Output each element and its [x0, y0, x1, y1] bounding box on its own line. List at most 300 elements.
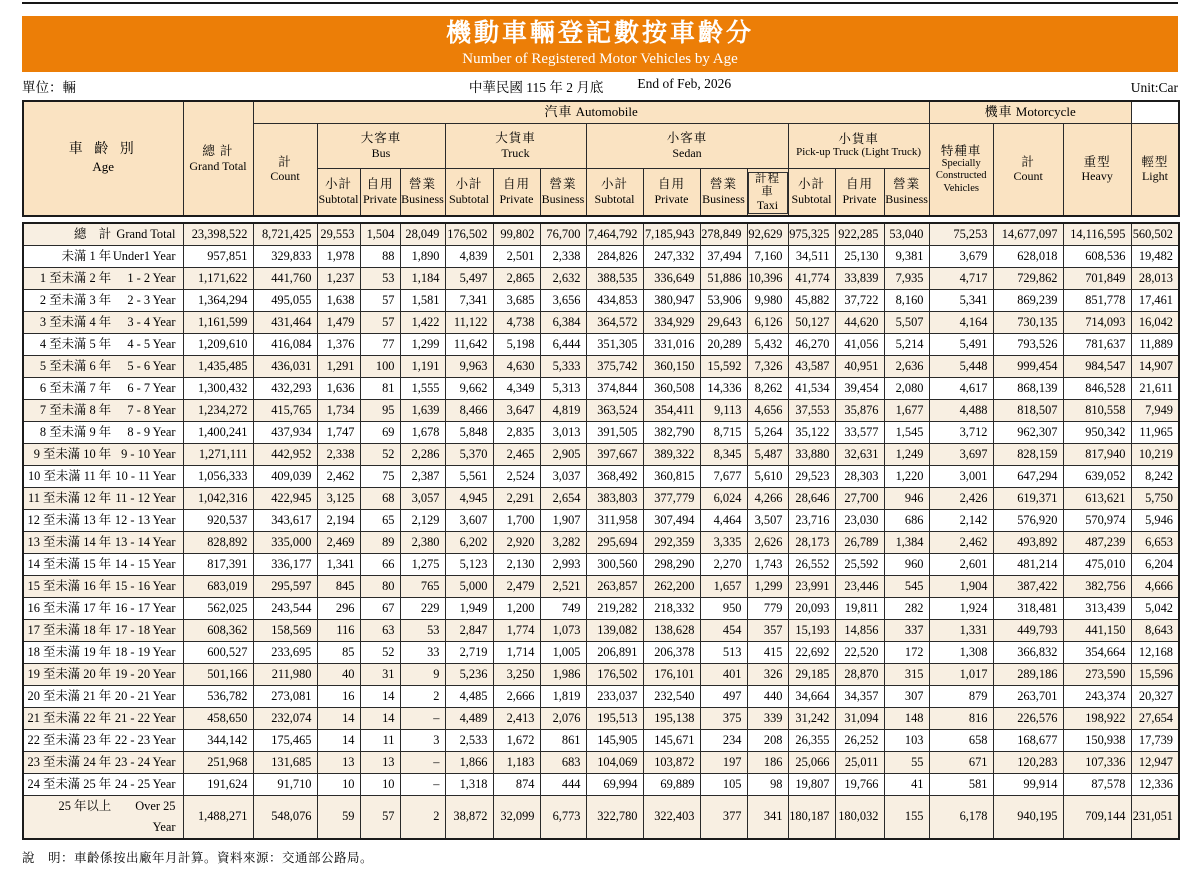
cell-value: 35,122	[788, 421, 835, 443]
row-label	[23, 773, 183, 795]
cell-value: 1,299	[747, 575, 788, 597]
cell-value: 3,712	[929, 421, 993, 443]
cell-value: 25,592	[835, 553, 884, 575]
cell-value: 326	[747, 663, 788, 685]
cell-value: 434,853	[586, 289, 643, 311]
cell-value: 1,376	[317, 333, 360, 355]
cell-value: 46,270	[788, 333, 835, 355]
cell-value: 176,101	[643, 663, 700, 685]
cell-value: 1,171,622	[183, 267, 253, 289]
cell-value: 1,249	[884, 443, 929, 465]
cell-value: 4,464	[700, 509, 747, 531]
cell-value: 66	[360, 553, 400, 575]
cell-value: 231,051	[1131, 795, 1179, 839]
row-label	[23, 531, 183, 553]
cell-value: 14	[360, 707, 400, 729]
cell-value: 7,185,943	[643, 223, 700, 246]
cell-value: 360,508	[643, 377, 700, 399]
cell-value: 1,422	[400, 311, 445, 333]
cell-value: 219,282	[586, 597, 643, 619]
cell-value: 975,325	[788, 223, 835, 246]
cell-value: 441,760	[253, 267, 317, 289]
cell-value: 5,487	[747, 443, 788, 465]
cell-value: 273,081	[253, 685, 317, 707]
cell-value: –	[400, 707, 445, 729]
row-label	[23, 751, 183, 773]
cell-value: 12,947	[1131, 751, 1179, 773]
row-label	[23, 795, 183, 839]
col-header-bus-private: 自用 Private	[360, 168, 400, 216]
cell-value: 441,150	[1063, 619, 1131, 641]
cell-value: 27,654	[1131, 707, 1179, 729]
cell-value: 41	[884, 773, 929, 795]
cell-value: 608,362	[183, 619, 253, 641]
cell-value: 1,209,610	[183, 333, 253, 355]
cell-value: 6,178	[929, 795, 993, 839]
cell-value: 2,387	[400, 465, 445, 487]
cell-value: 560,502	[1131, 223, 1179, 246]
cell-value: 99,914	[993, 773, 1063, 795]
cell-value: 389,322	[643, 443, 700, 465]
cell-value: 5,750	[1131, 487, 1179, 509]
cell-value: 34,664	[788, 685, 835, 707]
cell-value: 1,866	[445, 751, 493, 773]
cell-value: 377,779	[643, 487, 700, 509]
cell-value: 5,042	[1131, 597, 1179, 619]
row-label-zh: 總 計	[74, 226, 112, 241]
cell-value: 391,505	[586, 421, 643, 443]
cell-value: 1,400,241	[183, 421, 253, 443]
col-header-age: 車 齡 別 Age	[23, 101, 183, 216]
cell-value: 40,951	[835, 355, 884, 377]
cell-value: 28,173	[788, 531, 835, 553]
cell-value: 818,507	[993, 399, 1063, 421]
cell-value: 67	[360, 597, 400, 619]
cell-value: 501,166	[183, 663, 253, 685]
cell-value: 88	[360, 245, 400, 267]
cell-value: 816	[929, 707, 993, 729]
table-row	[23, 773, 1179, 795]
cell-value: 2,719	[445, 641, 493, 663]
cell-value: 3,507	[747, 509, 788, 531]
cell-value: 493,892	[993, 531, 1063, 553]
cell-value: 28,303	[835, 465, 884, 487]
cell-value: 576,920	[993, 509, 1063, 531]
cell-value: 793,526	[993, 333, 1063, 355]
cell-value: 5,198	[493, 333, 540, 355]
cell-value: 2,524	[493, 465, 540, 487]
cell-value: 2,479	[493, 575, 540, 597]
cell-value: 234	[700, 729, 747, 751]
cell-value: 5,236	[445, 663, 493, 685]
cell-value: 364,572	[586, 311, 643, 333]
col-header-sedan-business: 營業 Business	[700, 168, 747, 216]
cell-value: 377	[700, 795, 747, 839]
cell-value: 449,793	[993, 619, 1063, 641]
cell-value: 247,332	[643, 245, 700, 267]
row-label	[23, 333, 183, 355]
row-label	[23, 597, 183, 619]
cell-value: 2,462	[929, 531, 993, 553]
row-label	[23, 311, 183, 333]
group-header-automobile: 汽車 Automobile	[253, 101, 929, 123]
table-row	[23, 597, 1179, 619]
cell-value: 1,747	[317, 421, 360, 443]
cell-value: 100	[360, 355, 400, 377]
cell-value: 6,024	[700, 487, 747, 509]
top-rule	[22, 2, 1178, 4]
cell-value: 729,862	[993, 267, 1063, 289]
cell-value: 41,056	[835, 333, 884, 355]
cell-value: 5,497	[445, 267, 493, 289]
cell-value: 709,144	[1063, 795, 1131, 839]
cell-value: 11,642	[445, 333, 493, 355]
cell-value: 104,069	[586, 751, 643, 773]
group-header-motorcycle: 機車 Motorcycle	[929, 101, 1131, 123]
cell-value: 3	[400, 729, 445, 751]
title-banner	[22, 16, 1178, 72]
cell-value: 14,856	[835, 619, 884, 641]
cell-value: 5,946	[1131, 509, 1179, 531]
row-label-en: 21 - 22 Year	[114, 710, 176, 725]
cell-value: 920,537	[183, 509, 253, 531]
cell-value: 206,378	[643, 641, 700, 663]
cell-value: 33	[400, 641, 445, 663]
cell-value: 232,540	[643, 685, 700, 707]
col-header-pickup-subtotal: 小計 Subtotal	[788, 168, 835, 216]
row-label-en: 11 - 12 Year	[115, 490, 176, 505]
cell-value: 233,695	[253, 641, 317, 663]
cell-value: 5,848	[445, 421, 493, 443]
cell-value: 2,426	[929, 487, 993, 509]
cell-value: 5,264	[747, 421, 788, 443]
cell-value: 1,555	[400, 377, 445, 399]
cell-value: 6,653	[1131, 531, 1179, 553]
row-label	[23, 399, 183, 421]
cell-value: 1,581	[400, 289, 445, 311]
cell-value: 1,949	[445, 597, 493, 619]
cell-value: 874	[493, 773, 540, 795]
cell-value: 34,357	[835, 685, 884, 707]
cell-value: 658	[929, 729, 993, 751]
cell-value: 19,482	[1131, 245, 1179, 267]
cell-value: 4,164	[929, 311, 993, 333]
table-row	[23, 311, 1179, 333]
cell-value: 344,142	[183, 729, 253, 751]
cell-value: 20,327	[1131, 685, 1179, 707]
cell-value: 19,807	[788, 773, 835, 795]
cell-value: 683,019	[183, 575, 253, 597]
cell-value: 5,448	[929, 355, 993, 377]
table-row	[23, 333, 1179, 355]
cell-value: 1,308	[929, 641, 993, 663]
table-row	[23, 465, 1179, 487]
cell-value: 1,743	[747, 553, 788, 575]
cell-value: 2,465	[493, 443, 540, 465]
meta-row	[22, 76, 1178, 96]
row-label-en: 7 - 8 Year	[127, 402, 176, 417]
cell-value: 251,968	[183, 751, 253, 773]
cell-value: 50,127	[788, 311, 835, 333]
cell-value: 868,139	[993, 377, 1063, 399]
cell-value: 89	[360, 531, 400, 553]
cell-value: 1,191	[400, 355, 445, 377]
col-header-bus-business: 營業 Business	[400, 168, 445, 216]
cell-value: 2,286	[400, 443, 445, 465]
cell-value: 2,130	[493, 553, 540, 575]
cell-value: 17,739	[1131, 729, 1179, 751]
cell-value: 3,001	[929, 465, 993, 487]
cell-value: 7,326	[747, 355, 788, 377]
cell-value: 4,617	[929, 377, 993, 399]
cell-value: 374,844	[586, 377, 643, 399]
cell-value: 180,032	[835, 795, 884, 839]
cell-value: 861	[540, 729, 586, 751]
cell-value: 817,940	[1063, 443, 1131, 465]
cell-value: 851,778	[1063, 289, 1131, 311]
cell-value: 7,464,792	[586, 223, 643, 246]
cell-value: 1,183	[493, 751, 540, 773]
cell-value: 229	[400, 597, 445, 619]
cell-value: 714,093	[1063, 311, 1131, 333]
cell-value: 315	[884, 663, 929, 685]
row-label-zh: 24 至未滿 25 年	[27, 776, 112, 791]
cell-value: 19,811	[835, 597, 884, 619]
cell-value: 570,974	[1063, 509, 1131, 531]
cell-value: 1,890	[400, 245, 445, 267]
cell-value: 5,561	[445, 465, 493, 487]
group-header-truck: 大貨車 Truck	[445, 123, 586, 168]
cell-value: 195,513	[586, 707, 643, 729]
cell-value: 1,734	[317, 399, 360, 421]
row-label-zh: 17 至未滿 18 年	[27, 622, 112, 637]
cell-value: 4,839	[445, 245, 493, 267]
cell-value: 366,832	[993, 641, 1063, 663]
cell-value: 779	[747, 597, 788, 619]
row-label-zh: 6 至未滿 7 年	[39, 380, 112, 395]
cell-value: 31	[360, 663, 400, 685]
cell-value: 341	[747, 795, 788, 839]
cell-value: 9,662	[445, 377, 493, 399]
col-header-pickup-business: 營業 Business	[884, 168, 929, 216]
cell-value: 29,523	[788, 465, 835, 487]
cell-value: 1,200	[493, 597, 540, 619]
cell-value: 33,839	[835, 267, 884, 289]
row-label-en: 8 - 9 Year	[127, 424, 176, 439]
group-header-bus: 大客車 Bus	[317, 123, 445, 168]
table-row	[23, 289, 1179, 311]
cell-value: 671	[929, 751, 993, 773]
cell-value: 335,000	[253, 531, 317, 553]
row-label-en: 24 - 25 Year	[114, 776, 176, 791]
cell-value: 1,638	[317, 289, 360, 311]
cell-value: 2,847	[445, 619, 493, 641]
cell-value: 87,578	[1063, 773, 1131, 795]
cell-value: 298,290	[643, 553, 700, 575]
row-label	[23, 553, 183, 575]
row-label	[23, 487, 183, 509]
cell-value: 5,000	[445, 575, 493, 597]
cell-value: 458,650	[183, 707, 253, 729]
cell-value: 27,700	[835, 487, 884, 509]
cell-value: 195,138	[643, 707, 700, 729]
cell-value: 495,055	[253, 289, 317, 311]
cell-value: 13	[360, 751, 400, 773]
cell-value: 57	[360, 311, 400, 333]
cell-value: 562,025	[183, 597, 253, 619]
cell-value: 34,511	[788, 245, 835, 267]
cell-value: 1,237	[317, 267, 360, 289]
cell-value: 2,129	[400, 509, 445, 531]
cell-value: 148	[884, 707, 929, 729]
cell-value: 37,553	[788, 399, 835, 421]
cell-value: 2,654	[540, 487, 586, 509]
cell-value: 4,630	[493, 355, 540, 377]
cell-value: 331,016	[643, 333, 700, 355]
cell-value: 5,432	[747, 333, 788, 355]
cell-value: 5,507	[884, 311, 929, 333]
row-label-zh: 未滿 1 年	[61, 248, 112, 263]
cell-value: 65	[360, 509, 400, 531]
cell-value: 8,466	[445, 399, 493, 421]
cell-value: 5,214	[884, 333, 929, 355]
cell-value: 6,384	[540, 311, 586, 333]
cell-value: 69,889	[643, 773, 700, 795]
col-header-truck-business: 營業 Business	[540, 168, 586, 216]
cell-value: 701,849	[1063, 267, 1131, 289]
row-label-zh: 9 至未滿 10 年	[33, 446, 112, 461]
cell-value: 749	[540, 597, 586, 619]
cell-value: 3,647	[493, 399, 540, 421]
cell-value: 26,789	[835, 531, 884, 553]
row-label-zh: 19 至未滿 20 年	[27, 666, 112, 681]
group-header-pickup: 小貨車 Pick-up Truck (Light Truck)	[788, 123, 929, 168]
cell-value: 9,113	[700, 399, 747, 421]
cell-value: 22,692	[788, 641, 835, 663]
table-row	[23, 707, 1179, 729]
cell-value: 869,239	[993, 289, 1063, 311]
cell-value: 613,621	[1063, 487, 1131, 509]
cell-value: 226,576	[993, 707, 1063, 729]
row-label	[23, 641, 183, 663]
date-labels	[469, 76, 731, 96]
cell-value: 1,904	[929, 575, 993, 597]
table-row	[23, 223, 1179, 246]
row-label-zh: 3 至未滿 4 年	[39, 314, 112, 329]
footnote: 說 明：車齡係按出廠年月計算。資料來源：交通部公路局。	[22, 850, 374, 865]
table-row	[23, 355, 1179, 377]
col-header-bus-subtotal: 小計 Subtotal	[317, 168, 360, 216]
col-header-heavy: 重型 Heavy	[1063, 123, 1131, 216]
cell-value: 32,099	[493, 795, 540, 839]
cell-value: 5,341	[929, 289, 993, 311]
table-row	[23, 795, 1179, 839]
cell-value: 817,391	[183, 553, 253, 575]
cell-value: 80	[360, 575, 400, 597]
cell-value: 53,040	[884, 223, 929, 246]
cell-value: 437,934	[253, 421, 317, 443]
table-row	[23, 399, 1179, 421]
row-label	[23, 267, 183, 289]
cell-value: 103,872	[643, 751, 700, 773]
cell-value: 81	[360, 377, 400, 399]
cell-value: 116	[317, 619, 360, 641]
cell-value: 218,332	[643, 597, 700, 619]
cell-value: 11,965	[1131, 421, 1179, 443]
row-label-en: 3 - 4 Year	[127, 314, 176, 329]
table-row	[23, 245, 1179, 267]
cell-value: 92,629	[747, 223, 788, 246]
cell-value: 10,396	[747, 267, 788, 289]
cell-value: 155	[884, 795, 929, 839]
cell-value: 138,628	[643, 619, 700, 641]
row-label-en: Grand Total	[116, 226, 176, 241]
cell-value: 98	[747, 773, 788, 795]
cell-value: 12,168	[1131, 641, 1179, 663]
cell-value: 172	[884, 641, 929, 663]
cell-value: 8,345	[700, 443, 747, 465]
cell-value: 4,266	[747, 487, 788, 509]
vehicle-table-header	[22, 100, 1180, 217]
cell-value: 307	[884, 685, 929, 707]
cell-value: 3,685	[493, 289, 540, 311]
cell-value: 37,494	[700, 245, 747, 267]
cell-value: 2,501	[493, 245, 540, 267]
cell-value: 233,037	[586, 685, 643, 707]
cell-value: 3,125	[317, 487, 360, 509]
cell-value: 683	[540, 751, 586, 773]
cell-value: 1,714	[493, 641, 540, 663]
cell-value: 33,880	[788, 443, 835, 465]
page-title-en: Number of Registered Motor Vehicles by Age	[462, 51, 738, 67]
cell-value: 3,697	[929, 443, 993, 465]
cell-value: 3,679	[929, 245, 993, 267]
cell-value: 296	[317, 597, 360, 619]
cell-value: 686	[884, 509, 929, 531]
cell-value: 2,905	[540, 443, 586, 465]
table-row	[23, 531, 1179, 553]
cell-value: 26,552	[788, 553, 835, 575]
cell-value: 415	[747, 641, 788, 663]
cell-value: 581	[929, 773, 993, 795]
cell-value: 3,607	[445, 509, 493, 531]
cell-value: 4,349	[493, 377, 540, 399]
cell-value: 368,492	[586, 465, 643, 487]
row-label-zh: 10 至未滿 11 年	[27, 468, 112, 483]
cell-value: 481,214	[993, 553, 1063, 575]
row-label-zh: 25 年以上	[58, 798, 112, 813]
row-label-en: 6 - 7 Year	[127, 380, 176, 395]
cell-value: 53	[400, 619, 445, 641]
cell-value: 14,677,097	[993, 223, 1063, 246]
cell-value: 28,870	[835, 663, 884, 685]
table-row	[23, 421, 1179, 443]
cell-value: 1,300,432	[183, 377, 253, 399]
cell-value: 1,042,316	[183, 487, 253, 509]
row-label-en: 18 - 19 Year	[114, 644, 176, 659]
cell-value: 730,135	[993, 311, 1063, 333]
cell-value: 17,461	[1131, 289, 1179, 311]
row-label-zh: 16 至未滿 17 年	[27, 600, 112, 615]
cell-value: 206,891	[586, 641, 643, 663]
cell-value: 363,524	[586, 399, 643, 421]
unit-label-zh: 單位：輛	[22, 80, 76, 95]
cell-value: 1,299	[400, 333, 445, 355]
cell-value: 1,545	[884, 421, 929, 443]
cell-value: 45,882	[788, 289, 835, 311]
cell-value: 2,626	[747, 531, 788, 553]
cell-value: 23,991	[788, 575, 835, 597]
